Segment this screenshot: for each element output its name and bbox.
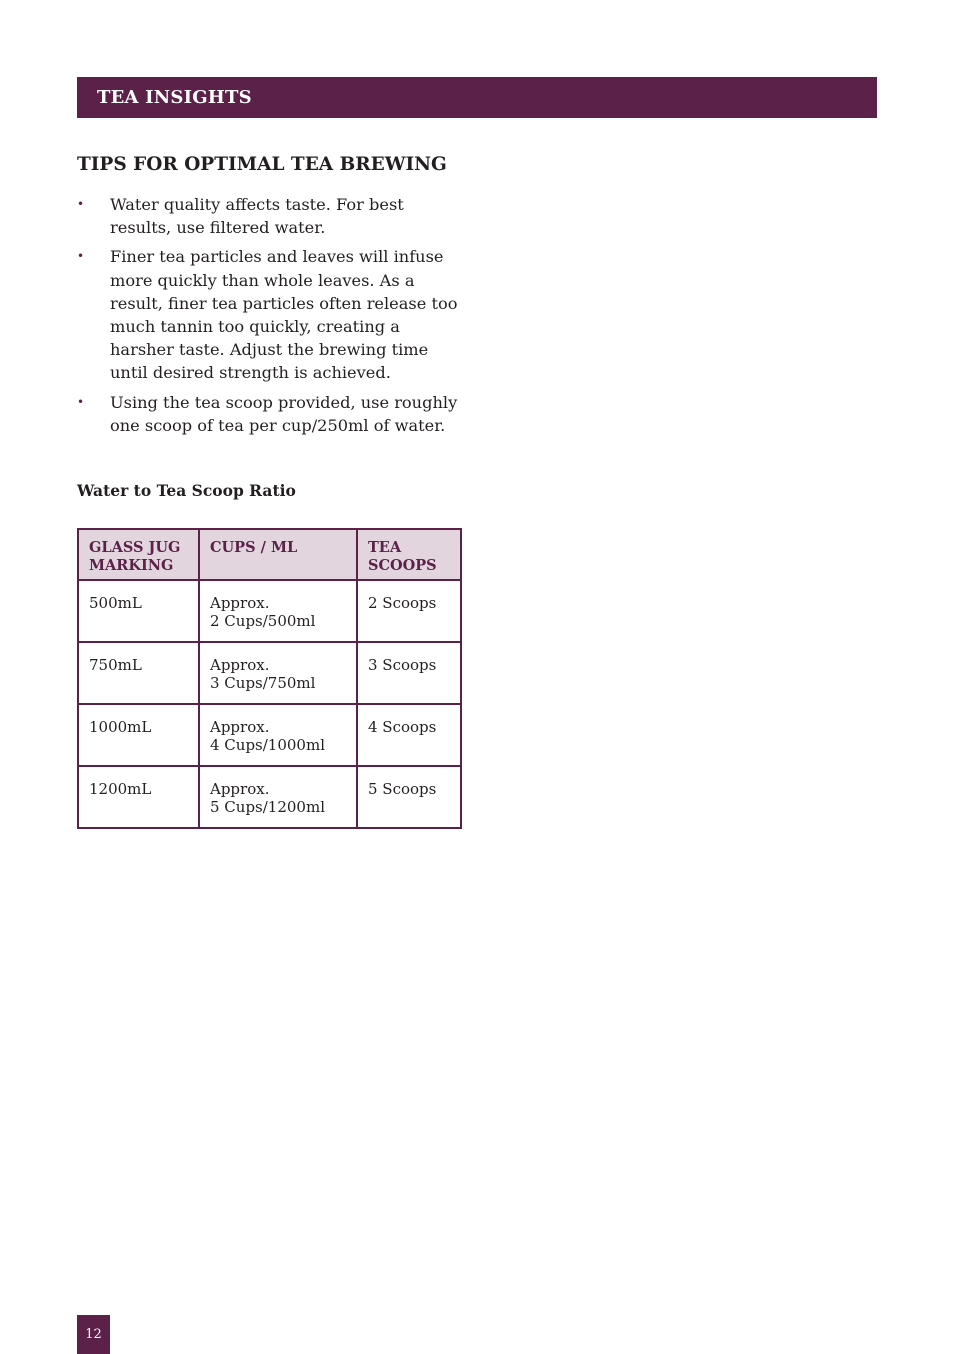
page-number: 12 <box>85 1327 102 1342</box>
tip-text: Finer tea particles and leaves will infuse more quickly than whole leaves. As a result, finer tea particles often release too much tannin too quickly, creating a harsher taste. Adjust the brewing time until desired strength is achieved. <box>110 247 458 383</box>
tip-text: Water quality affects taste. For best results, use filtered water. <box>110 195 404 238</box>
table-row <box>78 704 461 766</box>
cell-scoops: 4 Scoops <box>357 704 461 766</box>
cell-marking: 1200mL <box>78 766 199 828</box>
list-item <box>77 245 467 384</box>
table-header-row <box>78 529 461 580</box>
banner-title: TEA INSIGHTS <box>97 87 252 108</box>
cell-scoops: 5 Scoops <box>357 766 461 828</box>
column-header-marking: GLASS JUG MARKING <box>78 529 199 580</box>
tips-list <box>77 193 467 443</box>
cell-marking: 1000mL <box>78 704 199 766</box>
bullet-icon: • <box>77 394 85 409</box>
cell-cups: Approx. 3 Cups/750ml <box>199 642 357 704</box>
list-item <box>77 193 467 239</box>
section-title: TIPS FOR OPTIMAL TEA BREWING <box>77 154 447 175</box>
cell-marking: 750mL <box>78 642 199 704</box>
scoop-ratio-table <box>77 528 462 829</box>
bullet-icon: • <box>77 249 85 264</box>
cell-scoops: 2 Scoops <box>357 580 461 642</box>
cell-cups: Approx. 5 Cups/1200ml <box>199 766 357 828</box>
cell-scoops: 3 Scoops <box>357 642 461 704</box>
cell-cups: Approx. 2 Cups/500ml <box>199 580 357 642</box>
list-item <box>77 391 467 437</box>
table-row <box>78 580 461 642</box>
column-header-cups: CUPS / ML <box>199 529 357 580</box>
page-number-badge <box>77 1315 110 1354</box>
section-banner <box>77 77 877 118</box>
bullet-icon: • <box>77 197 85 211</box>
tip-text: Using the tea scoop provided, use roughly one scoop of tea per cup/250ml of water. <box>110 392 458 435</box>
table-title: Water to Tea Scoop Ratio <box>77 481 296 500</box>
cell-cups: Approx. 4 Cups/1000ml <box>199 704 357 766</box>
table-row <box>78 642 461 704</box>
table-row <box>78 766 461 828</box>
cell-marking: 500mL <box>78 580 199 642</box>
column-header-scoops: TEA SCOOPS <box>357 529 461 580</box>
